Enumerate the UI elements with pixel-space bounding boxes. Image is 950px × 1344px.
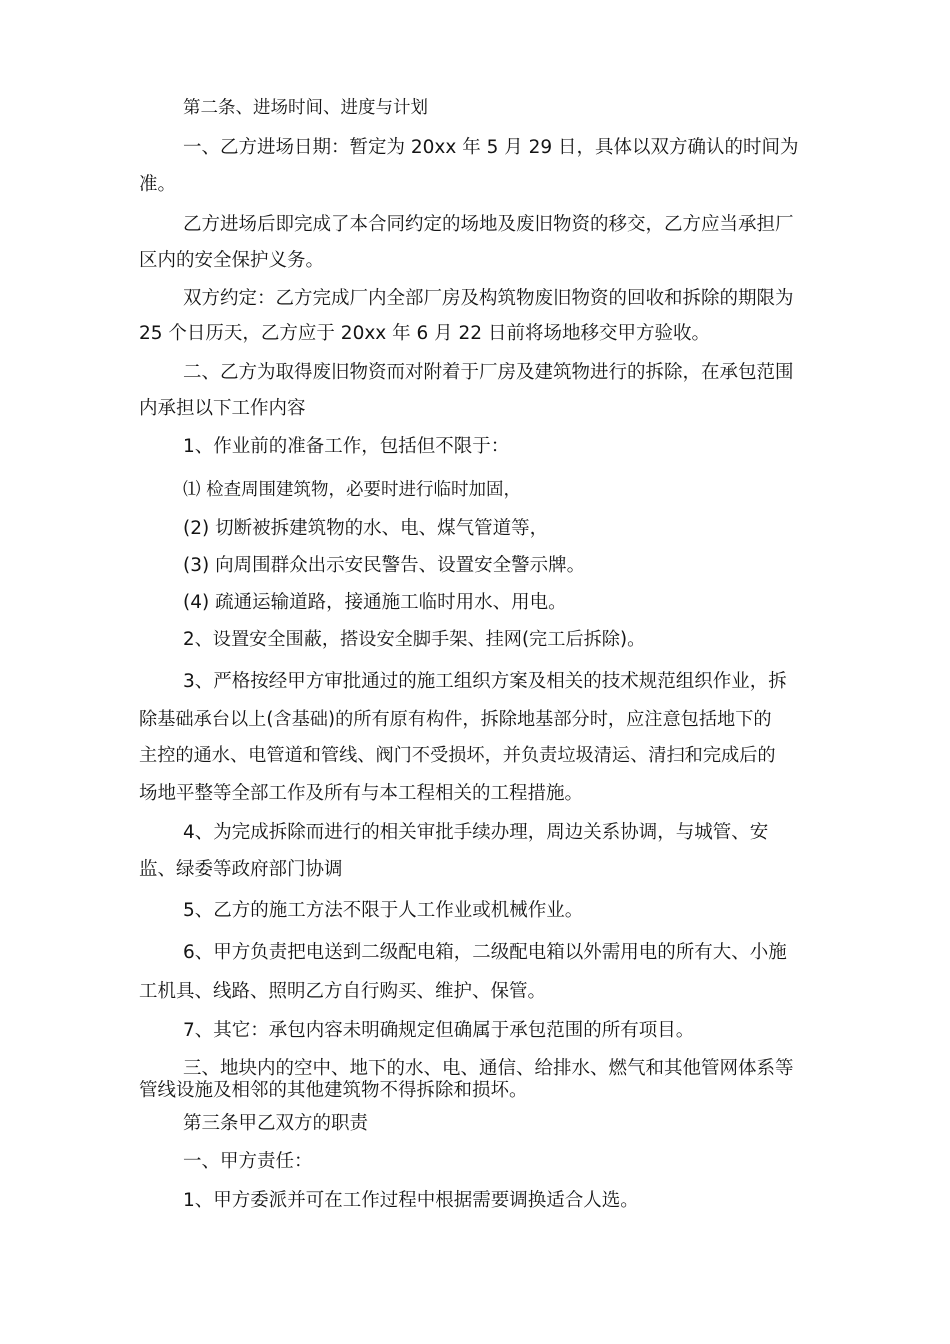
paragraph-line: 5、乙方的施工方法不限于人工作业或机械作业。 xyxy=(183,900,584,921)
paragraph-line: 管线设施及相邻的其他建筑物不得拆除和损坏。 xyxy=(139,1080,528,1101)
paragraph-line: 7、其它：承包内容未明确规定但确属于承包范围的所有项目。 xyxy=(183,1020,695,1041)
list-item: (4) 疏通运输道路，接通施工临时用水、用电。 xyxy=(183,592,567,613)
paragraph-line: 三、地块内的空中、地下的水、电、通信、给排水、燃气和其他管网体系等 xyxy=(183,1058,794,1079)
paragraph-line: 区内的安全保护义务。 xyxy=(139,250,325,271)
paragraph-line: 25 个日历天，乙方应于 20xx 年 6 月 22 日前将场地移交甲方验收。 xyxy=(139,323,710,344)
paragraph-line: 一、甲方责任： xyxy=(183,1151,313,1172)
paragraph-line: 准。 xyxy=(139,174,177,195)
list-item: (3) 向周围群众出示安民警告、设置安全警示牌。 xyxy=(183,555,586,576)
paragraph-line: 内承担以下工作内容 xyxy=(139,398,306,419)
paragraph-line: 主控的通水、电管道和管线、阀门不受损坏，并负责垃圾清运、清扫和完成后的 xyxy=(139,745,776,766)
list-item: (2) 切断被拆建筑物的水、电、煤气管道等， xyxy=(183,518,549,539)
section-heading-article-2: 第二条、进场时间、进度与计划 xyxy=(183,98,428,118)
paragraph-line: 除基础承台以上(含基础)的所有原有构件，拆除地基部分时，应注意包括地下的 xyxy=(139,709,772,730)
paragraph-line: 二、乙方为取得废旧物资而对附着于厂房及建筑物进行的拆除，在承包范围 xyxy=(183,362,794,383)
paragraph-line: 3、严格按经甲方审批通过的施工组织方案及相关的技术规范组织作业，拆 xyxy=(183,671,787,692)
paragraph-line: 场地平整等全部工作及所有与本工程相关的工程措施。 xyxy=(139,783,584,804)
paragraph-line: 1、作业前的准备工作，包括但不限于： xyxy=(183,436,510,457)
paragraph-line: 双方约定：乙方完成厂内全部厂房及构筑物废旧物资的回收和拆除的期限为 xyxy=(183,288,794,309)
section-heading-article-3: 第三条甲乙双方的职责 xyxy=(183,1113,369,1134)
paragraph-line: 乙方进场后即完成了本合同约定的场地及废旧物资的移交，乙方应当承担厂 xyxy=(183,214,794,235)
list-item: ⑴ 检查周围建筑物，必要时进行临时加固， xyxy=(183,480,522,500)
paragraph-line: 4、为完成拆除而进行的相关审批手续办理，周边关系协调，与城管、安 xyxy=(183,822,769,843)
paragraph-line: 6、甲方负责把电送到二级配电箱，二级配电箱以外需用电的所有大、小施 xyxy=(183,942,787,963)
paragraph-line: 监、绿委等政府部门协调 xyxy=(139,859,343,880)
paragraph-line: 1、甲方委派并可在工作过程中根据需要调换适合人选。 xyxy=(183,1190,639,1211)
paragraph-line: 2、设置安全围蔽，搭设安全脚手架、挂网(完工后拆除)。 xyxy=(183,629,646,650)
paragraph-line: 工机具、线路、照明乙方自行购买、维护、保管。 xyxy=(139,981,547,1002)
paragraph-line: 一、乙方进场日期：暂定为 20xx 年 5 月 29 日，具体以双方确认的时间为 xyxy=(183,137,799,158)
